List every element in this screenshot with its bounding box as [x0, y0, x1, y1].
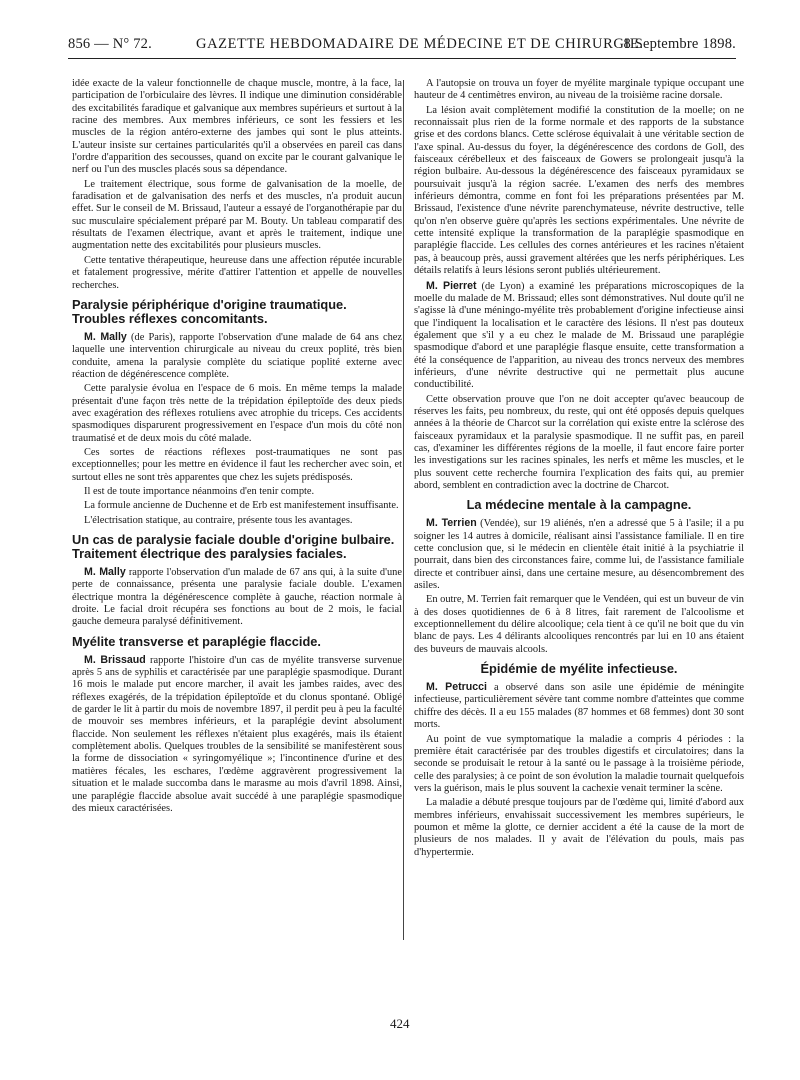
section-heading: Paralysie périphérique d'origine traumatique. Troubles réflexes concomitants. [72, 296, 347, 326]
author-name: M. Brissaud [84, 653, 146, 666]
paragraph: Le traitement électrique, sous forme de galvanisation de la moelle, de faradisation et de galvanisation des nerfs et des muscles, n'a produit aucun effet. Sur le conseil de M. Brissaud, l'auteur a essayé de l'organothérapie par du suc musculaire spécialement préparé par M. Bouty. Un tableau comparatif des résultats de l'examen électrique, avant et après le traitement, indique une augmentation nette des excitabilités pour plusieurs muscles. [72, 178, 402, 252]
paragraph: A l'autopsie on trouva un foyer de myélite marginale typique occupant une hauteur de 4 centimètres environ, au niveau de la troisième racine dorsale. [414, 78, 744, 102]
paragraph: L'électrisation statique, au contraire, présente tous les avantages. [84, 514, 353, 526]
paragraph-text: (Vendée), sur 19 aliénés, n'en a adressé que 5 à l'asile; il a pu soigner les 14 autres à domicile, réalisant ainsi l'assistance familiale. Il en tire cette conclusion que, si le médecin en clientèle était initié à la psychiatrie il pourrait, dans bien des circonstances faire, comme lui, de l'assistance familiale directe et contribuer ainsi, dans une certaine mesure, au désencombrement des asiles. [414, 518, 744, 592]
paragraph: La lésion avait complètement modifié la constitution de la moelle; on ne reconnaissait plus rien de la forme normale et des rapports de la substance grise et des cordons blancs. Cette sclérose équivalait à une véritable section de l'axe spinal. Au-dessus du foyer, la dégénérescence des cordons de Goll, des faisceaux cérébelleux et des faisceaux de Gowers se prolongeait jusqu'à la région bulbaire. Au-dessous la dégénérescence des faisceaux pyramidaux se poursuivait jusqu'à la région sacrée. L'examen des nerfs des membres inférieurs démontra, comme en font foi les préparations présentées par M. Brissaud, l'existence d'une névrite parenchymateuse, névrite destructive, telle qu'on n'en observe guère qu'après les sections expérimentales. Une névrite de cette intensité explique la transformation de la paraplégie spasmodique en paraplégie flaccide. Les cellules des cornes antérieures et les racines n'étaient pas, à beaucoup près, aussi gravement altérées que les nerfs périphériques. Les détails relatifs à leurs lésions seront publiés ultérieurement. [414, 104, 744, 277]
paragraph-text: rapporte l'observation d'un malade de 67 ans qui, à la suite d'une perte de connaissance, présenta une paralysie faciale double. L'examen électrique montra la dégénérescence complète à gauche, réaction normale à droite. Le facial droit récupéra ses fonctions au bout de 2 mois, le facial gauche demeura paralysé définitivement. [72, 567, 402, 628]
paragraph: Il est de toute importance néanmoins d'en tenir compte. [84, 485, 315, 497]
paragraph: Ces sortes de réactions réflexes post-traumatiques ne sont pas exceptionnelles; pour les mettre en évidence il faut les rechercher avec soin, et surtout elles ne sont très apparentes que chez les sujets prédisposés. [72, 446, 402, 483]
paragraph: En outre, M. Terrien fait remarquer que le Vendéen, qui est un buveur de vin à des doses quotidiennes de 6 à 8 litres, fait rarement de l'alcoolisme et exceptionnellement du délire alcoolique; cela tient à ce qu'il ne boit que du vin blanc de pays. Les 4 délirants alcooliques rencontrés par lui en 10 ans étaient des buveurs de mauvais alcools. [414, 594, 744, 655]
left-column [72, 78, 402, 998]
author-name: M. Pierret [426, 279, 477, 292]
paragraph: Cette paralysie évolua en l'espace de 6 mois. En même temps la malade présentait d'une façon très nette de la trépidation épileptoïde des deux pieds avec exagération des réflexes rotuliens avec atrophie du triceps. Ces accidents spasmodiques disparurent progressivement en l'espace d'un mois du côté non traumatisé et de deux mois du côté malade. [72, 383, 402, 444]
paragraph: Cette tentative thérapeutique, heureuse dans une affection réputée incurable et fatalement progressive, mérite d'attirer l'attention et appelle de nouvelles recherches. [72, 254, 402, 291]
page-number: 424 [390, 1016, 410, 1031]
running-header [68, 34, 736, 59]
section-heading: Épidémie de myélite infectieuse. [480, 661, 678, 677]
right-column [414, 78, 744, 998]
section-heading: Myélite transverse et paraplégie flaccide. [72, 633, 321, 649]
paragraph-text: rapporte l'histoire d'un cas de myélite transverse survenue après 5 ans de syphilis et caractérisée par une paraplégie spasmodique. Durant 16 mois le malade put encore marcher, il avait les jambes raides, avec des réflexes exagérés, de la trépidation épileptoïde et du clonus spontané. Obligé de garder le lit à partir du mois de novembre 1897, il perdit peu à peu la faculté de mouvoir ses membres inférieurs, et la paraplégie devint absolument flaccide. Non seulement les réflexes n'étaient plus exagérés, mais ils étaient complètement abolis. Quelques troubles de la sensibilité se manifestèrent sous la forme de dissociation « syringomyélique »; l'incontinence d'urine et des matières fécales, les eschares, l'œdème aggravèrent progressivement la situation et le malade succomba dans le marasme au mois d'avril 1898. Ainsi, une paraplégie flaccide absolue avait succédé à une paraplégie spasmodique des mieux caractérisées. [72, 654, 402, 814]
paragraph: Cette observation prouve que l'on ne doit accepter qu'avec beaucoup de réserves les faits, peu nombreux, du reste, qui ont été opposés depuis quelques années à la théorie de Charcot sur la corrélation qui existe entre la sclérose des faisceaux pyramidaux et la paralysie spasmodique. Il ne suffit pas, en pareil cas, d'examiner les différentes régions de la moelle, il faut encore faire porter les investigations sur les racines spinales, les nerfs et même les muscles, et le plus souvent cette recherche fournira l'explication des faits qui, au premier abord, semblent en contradiction avec la doctrine de Charcot. [414, 393, 744, 491]
paragraph-text: a observé dans son asile une épidémie de méningite infectieuse, particulièrement sévère tant comme nombre d'atteintes que comme chiffre des décès. Il a eu 155 malades (87 hommes et 68 femmes) dont 30 sont morts. [414, 682, 744, 731]
paragraph: La maladie a débuté presque toujours par de l'œdème qui, limité d'abord aux membres inférieurs, envahissait successivement les membres supérieurs, le poumon et même la glotte, ce dernier accident a été la cause de la mort de plusieurs de nos malades. Il y avait de l'élévation du pouls, mais pas d'hypertermie. [414, 797, 744, 858]
paragraph-text: (de Lyon) a examiné les préparations microscopiques de la moelle du malade de M. Brissaud; elles sont démonstratives. Nul doute qu'il ne s'agisse là d'une méningo-myélite très probablement d'origine infectieuse ainsi que l'indiquent la localisation et le caractère des lésions. Il n'est pas douteux également que s'il y a eu chez le malade de M. Brissaud une paraplégie spasmodique d'abord et une paraplégie flasque ensuite, cette transformation a été la conséquence de l'apparition, au niveau des troncs nerveux des membres inférieurs, d'une névrite destructive qui ne permettait plus aucune conductibilité. [414, 280, 744, 391]
issue-date: 8 Septembre 1898. [623, 36, 736, 52]
author-name: M. Mally [84, 330, 127, 343]
paragraph-text: (de Paris), rapporte l'observation d'une malade de 64 ans chez laquelle une intervention chirurgicale au niveau du creux poplité, très bien conduite, amena la paralysie complète du sciatique poplité externe avec réaction de dégénérescence complète. [72, 331, 402, 380]
author-name: M. Terrien [426, 517, 477, 530]
author-name: M. Petrucci [426, 681, 487, 694]
author-name: M. Mally [84, 566, 126, 578]
paragraph: idée exacte de la valeur fonctionnelle de chaque muscle, montre, à la face, la participation de l'orbiculaire des lèvres. Il indique une diminution considérable des excitabilités faradique et galvanique aux membres supérieurs et surtout à la racine des membres. Aux membres inférieurs, ce sont les fessiers et les muscles de la région antéro-externe des jambes qui sont le plus atteints. L'auteur insiste sur certaines particularités qu'il a observées en pareil cas dans l'ordre d'apparition des secousses, quand on excite par le courant galvanique le nerf ou l'un des muscles placés sous sa dépendance. [72, 78, 402, 176]
section-heading: La médecine mentale à la campagne. [466, 497, 692, 513]
section-heading: Un cas de paralysie faciale double d'origine bulbaire. Traitement électrique des paralysies faciales. [72, 532, 395, 561]
journal-title: GAZETTE HEBDOMADAIRE DE MÉDECINE ET DE CHIRURGIE. [196, 36, 644, 52]
column-divider [403, 80, 404, 940]
page-and-issue-number: 856 — N° 72. [68, 36, 152, 52]
paragraph: La formule ancienne de Duchenne et de Erb est manifestement insuffisante. [84, 500, 399, 512]
paragraph: Au point de vue symptomatique la maladie a compris 4 périodes : la première était caractérisée par des troubles digestifs et circulatoires; dans la seconde se produisait le retour à la santé ou le passage à la troisième période, celle des paralysies; à ce point de son évolution la maladie tournait quelquefois vers la guérison, mais le plus souvent la cachexie venait terminer la scène. [414, 733, 744, 794]
